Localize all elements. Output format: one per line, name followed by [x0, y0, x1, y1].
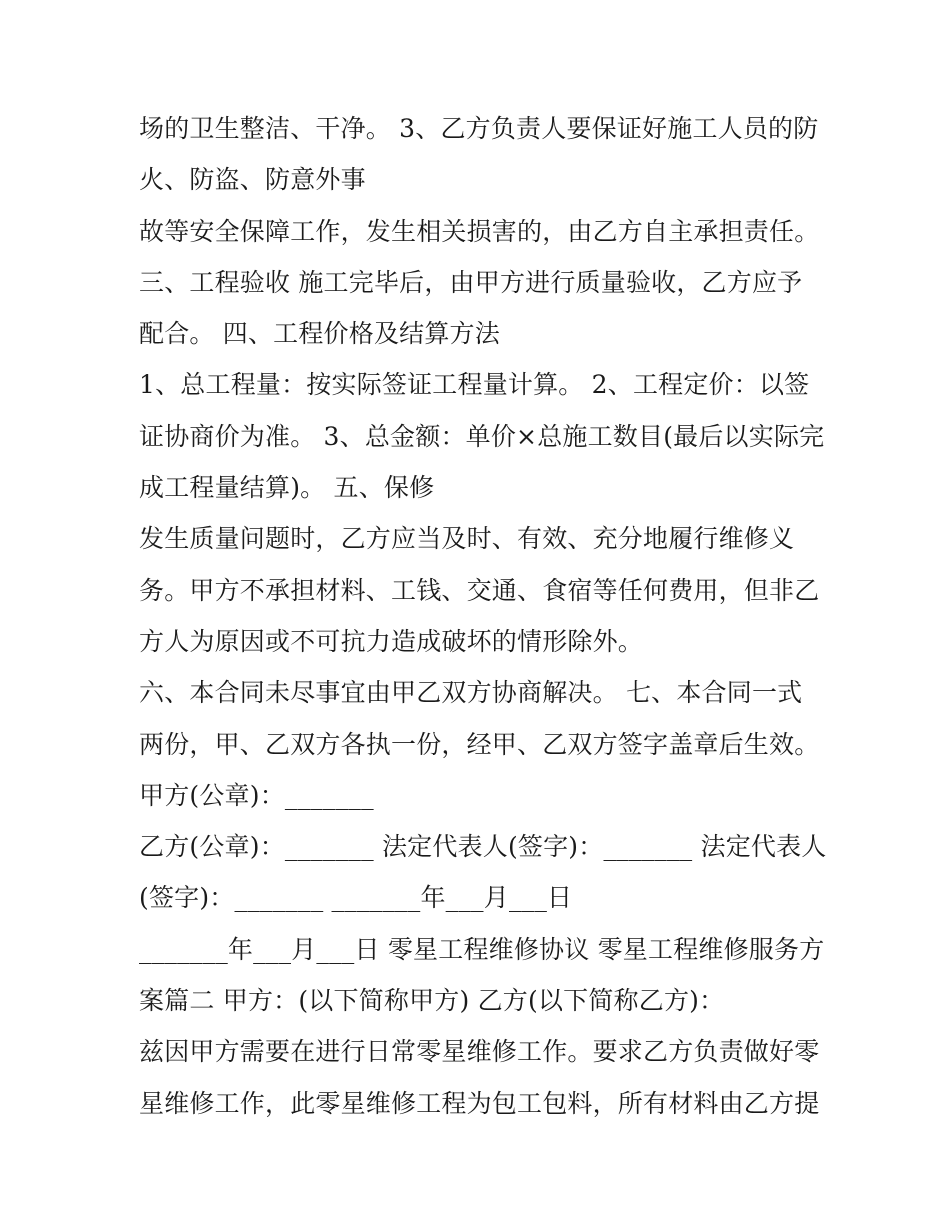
text-line: 三、工程验收 施工完毕后，由甲方进行质量验收，乙方应予	[139, 267, 803, 297]
text-line: 成工程量结算)。 五、保修	[139, 473, 435, 503]
text-line: 故等安全保障工作，发生相关损害的，由乙方自主承担责任。	[139, 216, 820, 246]
signature-line-party-b: 乙方(公章)：_______ 法定代表人(签字)：_______ 法定代表人	[139, 832, 827, 862]
text-line: 务。甲方不承担材料、工钱、交通、食宿等任何费用，但非乙	[139, 575, 820, 605]
text-line: 星维修工作，此零星维修工程为包工包料，所有材料由乙方提	[139, 1088, 820, 1118]
text-line: 场的卫生整洁、干净。 3、乙方负责人要保证好施工人员的防	[139, 114, 819, 143]
text-line: 方人为原因或不可抗力造成破坏的情形除外。	[139, 626, 644, 656]
text-line: _______年___月___日 零星工程维修协议 零星工程维修服务方	[139, 934, 825, 964]
text-line: 发生质量问题时，乙方应当及时、有效、充分地履行维修义	[139, 524, 795, 554]
signature-line-party-a: 甲方(公章)：_______	[139, 780, 374, 810]
document-body	[139, 103, 829, 1129]
signature-line-date: (签字)：_______ _______年___月___日	[139, 883, 573, 913]
text-line: 案篇二 甲方：(以下简称甲方) 乙方(以下简称乙方)：	[139, 986, 725, 1016]
text-line: 六、本合同未尽事宜由甲乙双方协商解决。 七、本合同一式	[139, 678, 803, 708]
text-line: 证协商价为准。 3、总金额：单价×总施工数目(最后以实际完	[139, 421, 825, 451]
text-line: 配合。 四、工程价格及结算方法	[139, 319, 500, 349]
text-line: 兹因甲方需要在进行日常零星维修工作。要求乙方负责做好零	[139, 1037, 820, 1067]
text-line: 火、防盗、防意外事	[139, 165, 366, 195]
text-line: 1、总工程量：按实际签证工程量计算。 2、工程定价：以签	[139, 370, 810, 400]
text-line: 两份，甲、乙双方各执一份，经甲、乙双方签字盖章后生效。	[139, 729, 820, 759]
